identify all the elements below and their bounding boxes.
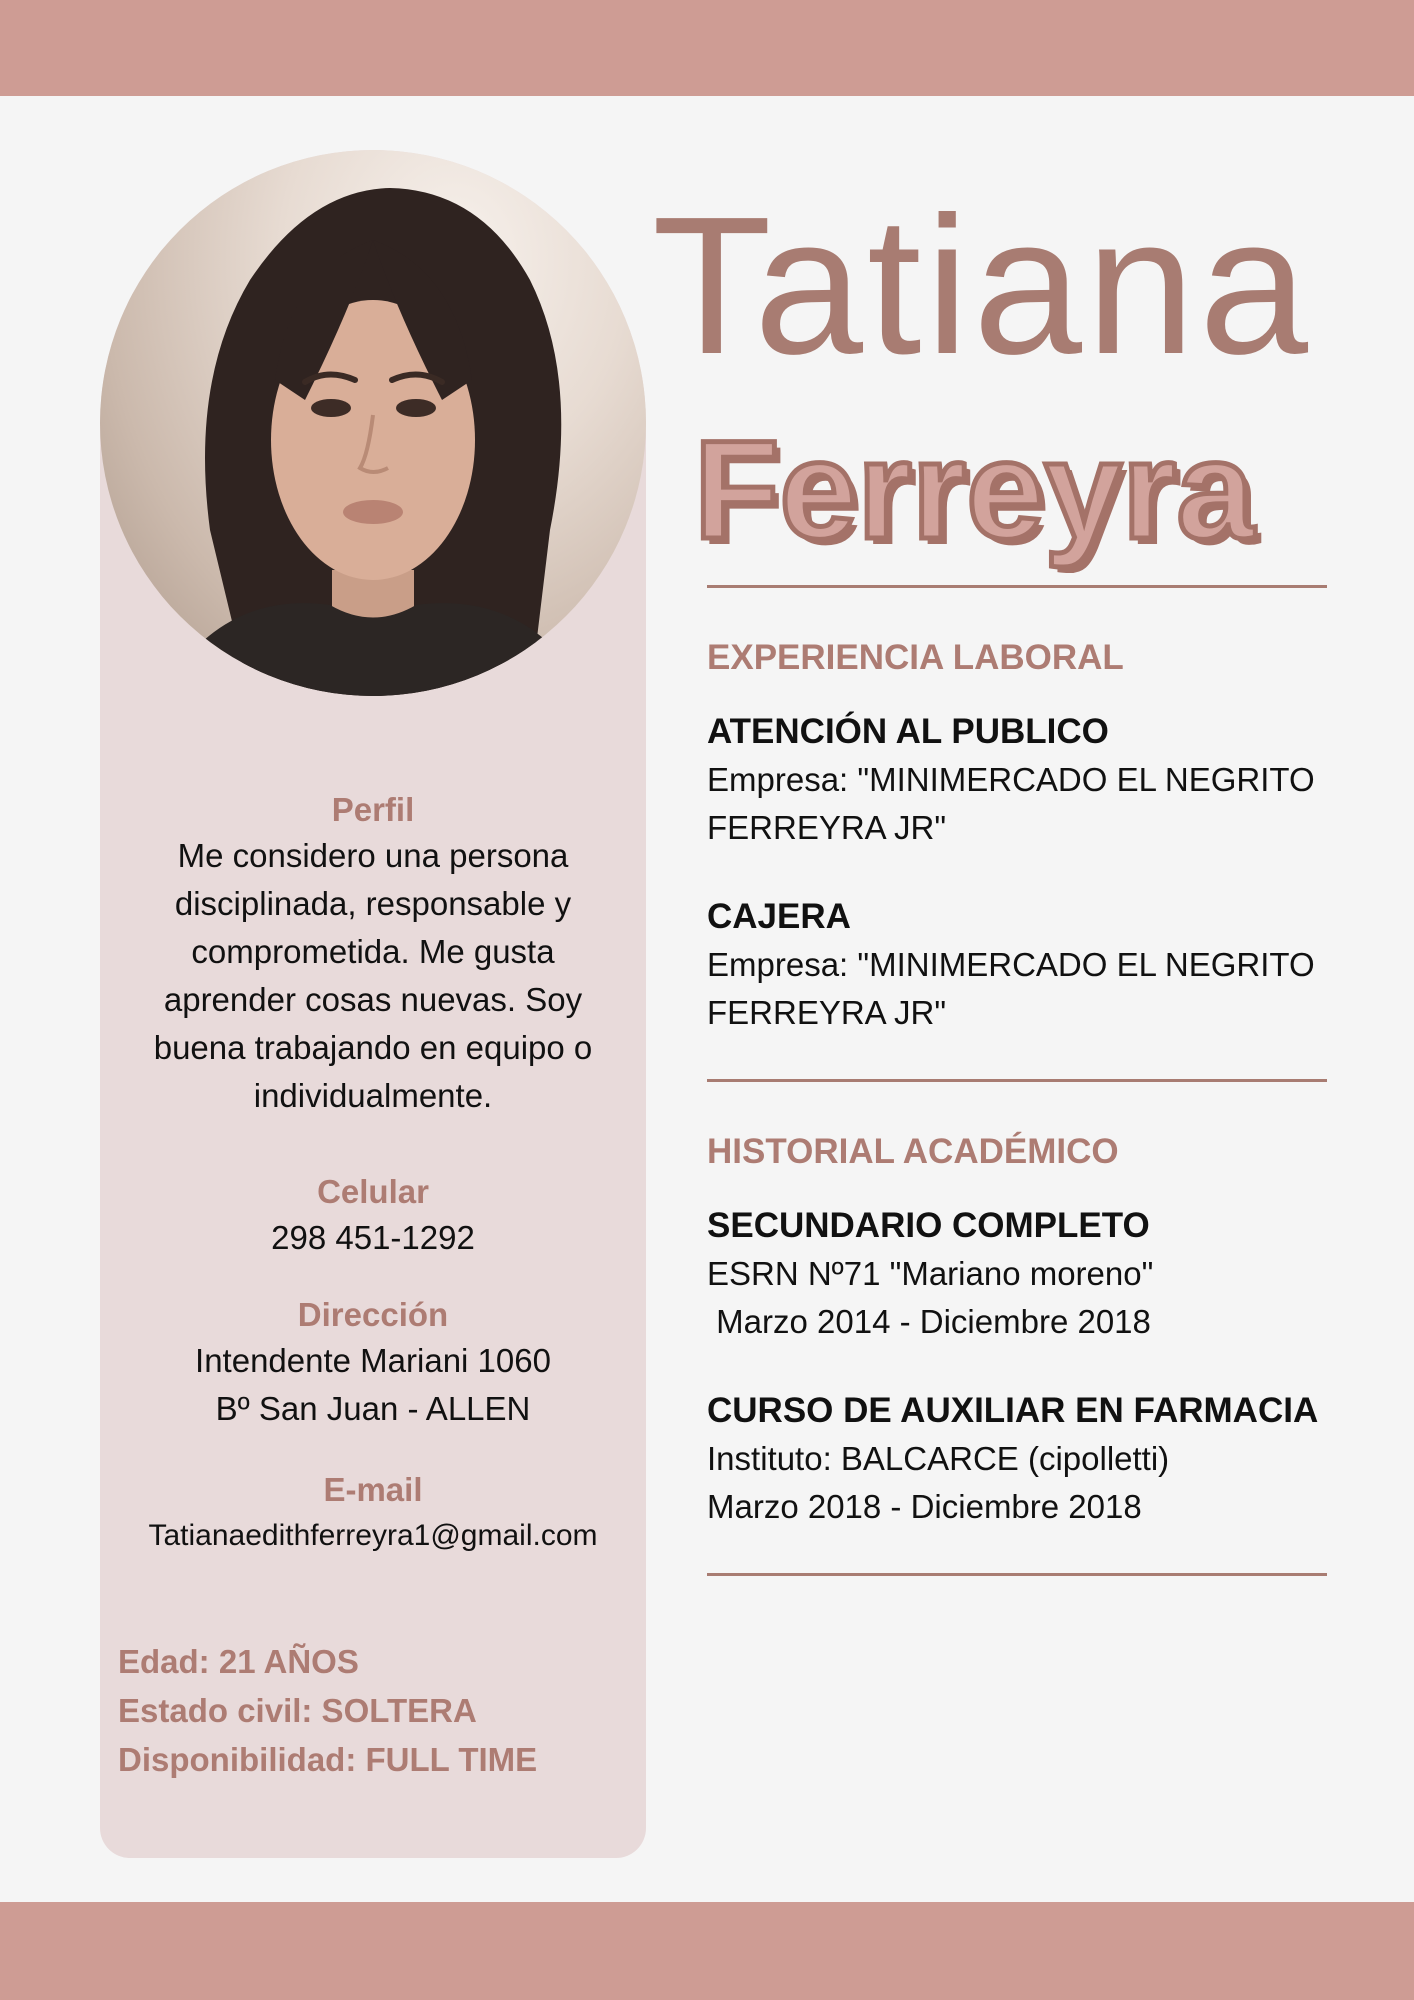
education-detail-line: ESRN Nº71 "Mariano moreno"	[707, 1255, 1154, 1292]
experience-company-line: FERREYRA JR"	[707, 994, 947, 1031]
email-section	[100, 1468, 646, 1560]
last-name: Ferreyra	[694, 411, 1255, 568]
civil-status-detail: Estado civil: SOLTERA	[118, 1692, 477, 1729]
experience-title: EXPERIENCIA LABORAL	[707, 638, 1124, 677]
education-detail-line: Marzo 2014 - Diciembre 2018	[707, 1303, 1151, 1340]
profile-photo	[100, 150, 646, 696]
education-degree: SECUNDARIO COMPLETO	[707, 1206, 1150, 1245]
top-accent-band	[0, 0, 1414, 96]
personal-details	[118, 1637, 537, 1784]
profile-text: Me considero una persona disciplinada, responsable y comprometida. Me gusta aprender cosas nuevas. Soy buena trabajando en equipo o individualmente.	[153, 837, 593, 1114]
experience-company-line: Empresa: "MINIMERCADO EL NEGRITO	[707, 761, 1315, 798]
education-item	[707, 1387, 1357, 1531]
experience-item	[707, 893, 1357, 1037]
first-name: Tatiana	[652, 176, 1313, 395]
email-title: E-mail	[323, 1471, 423, 1508]
experience-item	[707, 708, 1357, 852]
divider	[707, 1573, 1327, 1576]
address-section	[100, 1293, 646, 1433]
education-degree: CURSO DE AUXILIAR EN FARMACIA	[707, 1391, 1319, 1430]
age-detail: Edad: 21 AÑOS	[118, 1643, 359, 1680]
education-detail-line: Marzo 2018 - Diciembre 2018	[707, 1488, 1142, 1525]
bottom-accent-band	[0, 1902, 1414, 2000]
phone-title: Celular	[317, 1173, 429, 1210]
availability-detail: Disponibilidad: FULL TIME	[118, 1741, 538, 1778]
education-detail-line: Instituto: BALCARCE (cipolletti)	[707, 1440, 1170, 1477]
experience-role: ATENCIÓN AL PUBLICO	[707, 712, 1109, 751]
address-title: Dirección	[297, 1296, 449, 1333]
divider	[707, 585, 1327, 588]
profile-title: Perfil	[331, 791, 415, 828]
experience-role: CAJERA	[707, 897, 851, 936]
address-line-1: Intendente Mariani 1060	[195, 1342, 551, 1379]
address-line-2: Bº San Juan - ALLEN	[215, 1390, 531, 1427]
education-item	[707, 1202, 1357, 1346]
experience-company-line: Empresa: "MINIMERCADO EL NEGRITO	[707, 946, 1315, 983]
experience-company-line: FERREYRA JR"	[707, 809, 947, 846]
divider	[707, 1079, 1327, 1082]
education-title: HISTORIAL ACADÉMICO	[707, 1132, 1119, 1171]
phone-section	[100, 1170, 646, 1262]
email-value: Tatianaedithferreyra1@gmail.com	[148, 1519, 598, 1552]
phone-value: 298 451-1292	[271, 1219, 475, 1256]
profile-section	[100, 788, 646, 1120]
portrait-illustration	[100, 150, 646, 696]
